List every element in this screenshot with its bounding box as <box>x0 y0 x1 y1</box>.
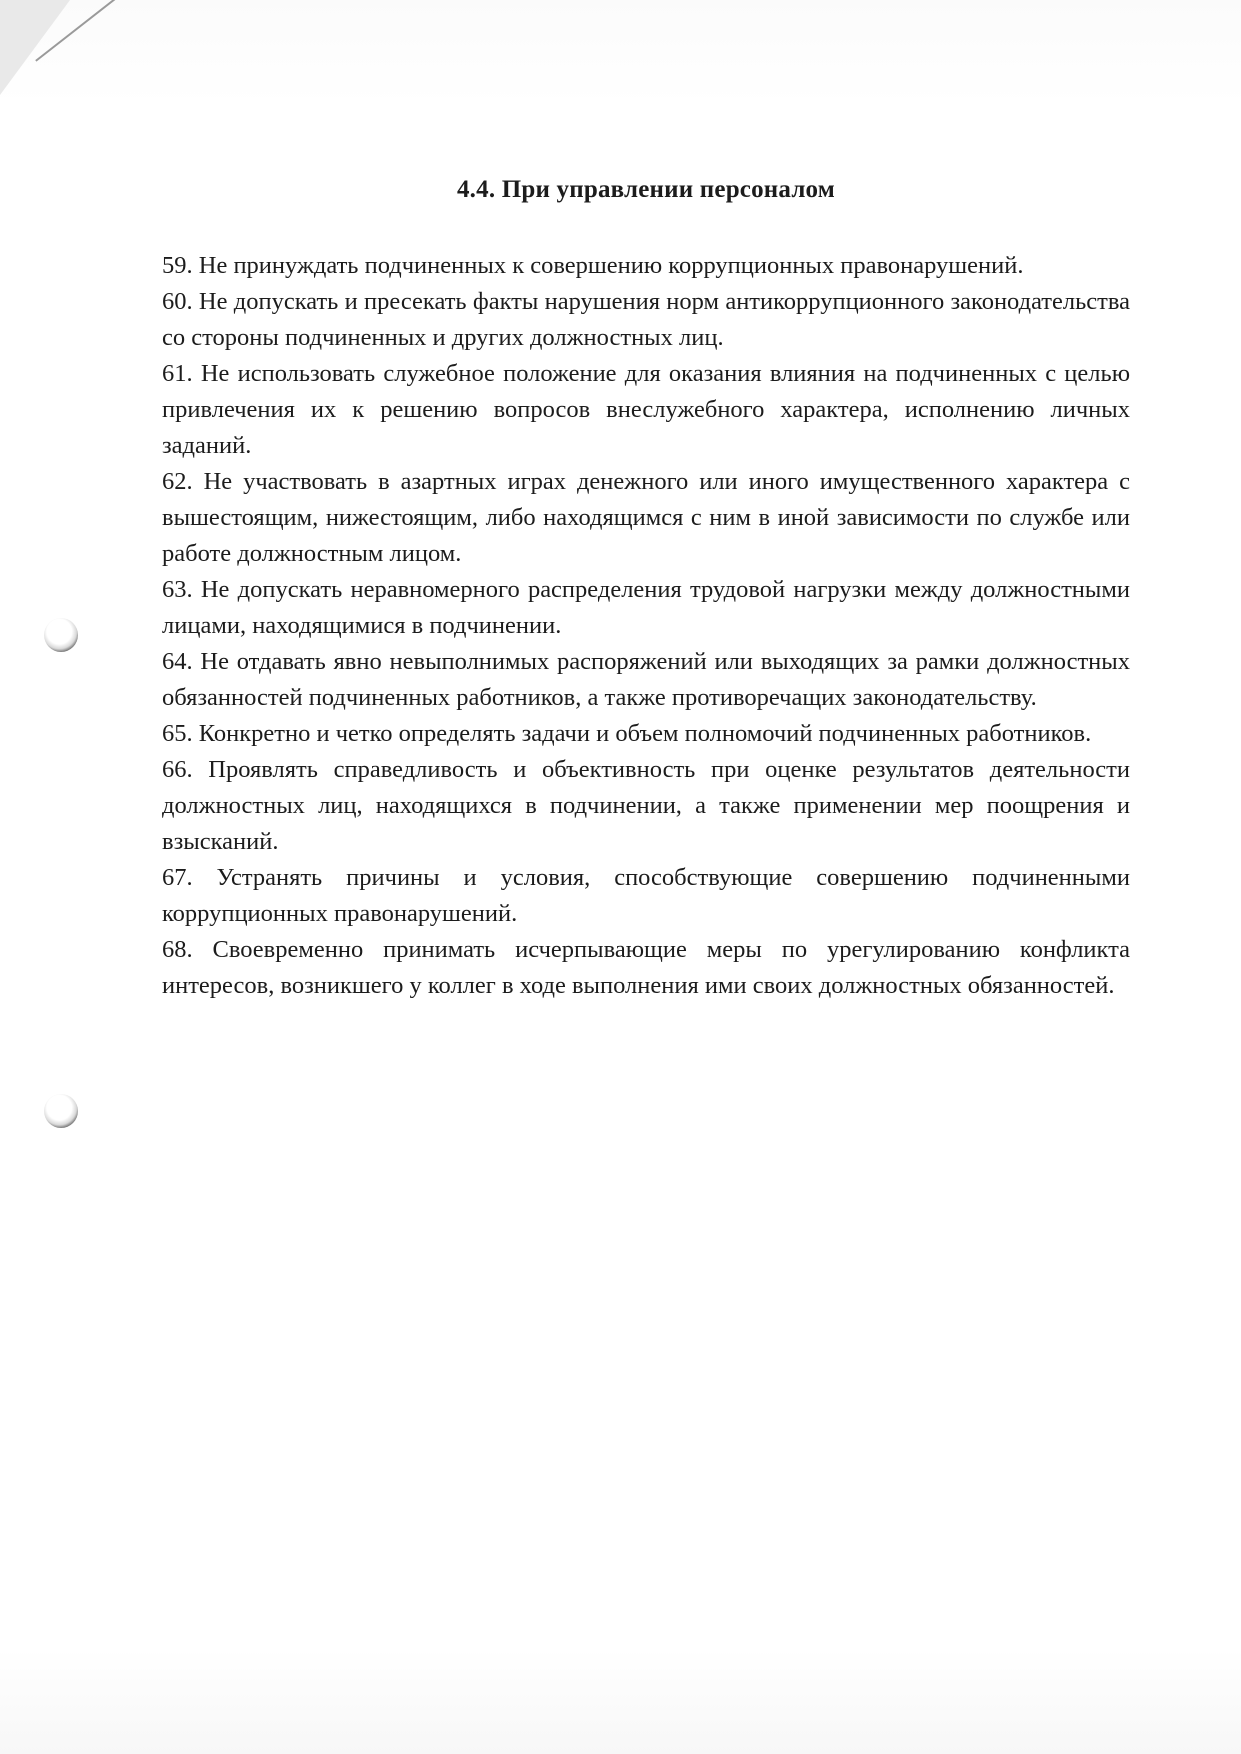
clause-63: 63. Не допускать неравномерного распределения трудовой нагрузки между должностными лицами, находящимися в подчинении. <box>162 576 1130 639</box>
punch-hole-icon <box>44 1094 78 1128</box>
clause-66: 66. Проявлять справедливость и объективность при оценке результатов деятельности должностных лиц, находящихся в подчинении, а также применении мер поощрения и взысканий. <box>162 756 1130 855</box>
clause-65: 65. Конкретно и четко определять задачи и объем полномочий подчиненных работников. <box>162 720 1092 747</box>
clause-64: 64. Не отдавать явно невыполнимых распоряжений или выходящих за рамки должностных обязанностей подчиненных работников, а также противоречащих законодательству. <box>162 648 1130 711</box>
folded-corner <box>0 0 70 95</box>
clause-68: 68. Своевременно принимать исчерпывающие меры по урегулированию конфликта интересов, возникшего у коллег в ходе выполнения ими своих должностных обязанностей. <box>162 936 1130 999</box>
clause-61: 61. Не использовать служебное положение для оказания влияния на подчиненных с целью привлечения их к решению вопросов внеслужебного характера, исполнению личных заданий. <box>162 360 1130 459</box>
clause-60: 60. Не допускать и пресекать факты нарушения норм антикоррупционного законодательства со стороны подчиненных и других должностных лиц. <box>162 288 1130 351</box>
clause-59: 59. Не принуждать подчиненных к совершению коррупционных правонарушений. <box>162 252 1024 279</box>
punch-hole-icon <box>44 618 78 652</box>
document-body <box>162 176 1130 1004</box>
clause-67: 67. Устранять причины и условия, способствующие совершению подчиненными коррупционных правонарушений. <box>162 864 1130 927</box>
section-title: 4.4. При управлении персоналом <box>456 176 836 203</box>
clause-62: 62. Не участвовать в азартных играх денежного или иного имущественного характера с вышестоящим, нижестоящим, либо находящимся с ним в иной зависимости по службе или работе должностным лицом. <box>162 468 1130 567</box>
